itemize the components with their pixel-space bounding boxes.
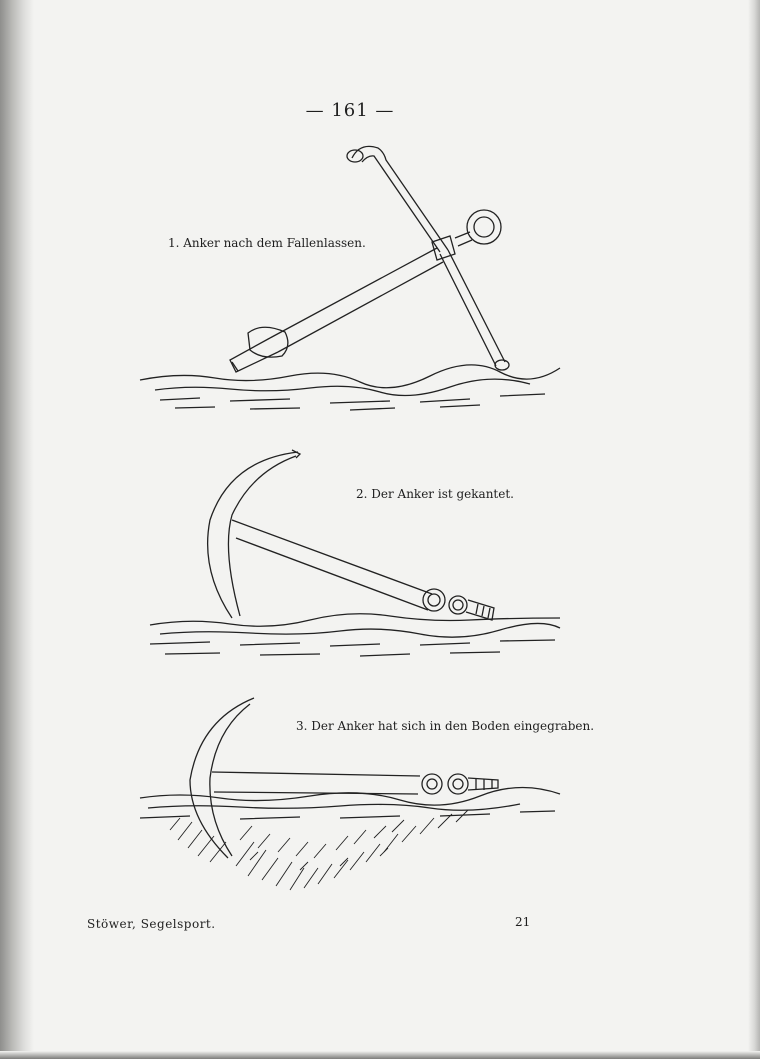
figure-2-caption: 2. Der Anker ist gekantet. [356, 487, 514, 501]
figure-3 [0, 680, 760, 900]
figure-3-caption: 3. Der Anker hat sich in den Boden eingegraben. [296, 719, 595, 733]
footer-author-title: Stöwer, Segelsport. [87, 917, 216, 931]
page-number: — 161 — [305, 100, 395, 121]
figure-1 [0, 0, 760, 420]
figure-2 [0, 420, 760, 660]
anchor-tilted-illustration [0, 420, 760, 660]
anchor-dropped-illustration [0, 0, 760, 420]
figure-1-caption: 1. Anker nach dem Fallenlassen. [168, 236, 366, 250]
footer-signature-number: 21 [515, 915, 531, 929]
page-bottom-edge [0, 1051, 760, 1059]
anchor-buried-illustration [0, 680, 760, 900]
